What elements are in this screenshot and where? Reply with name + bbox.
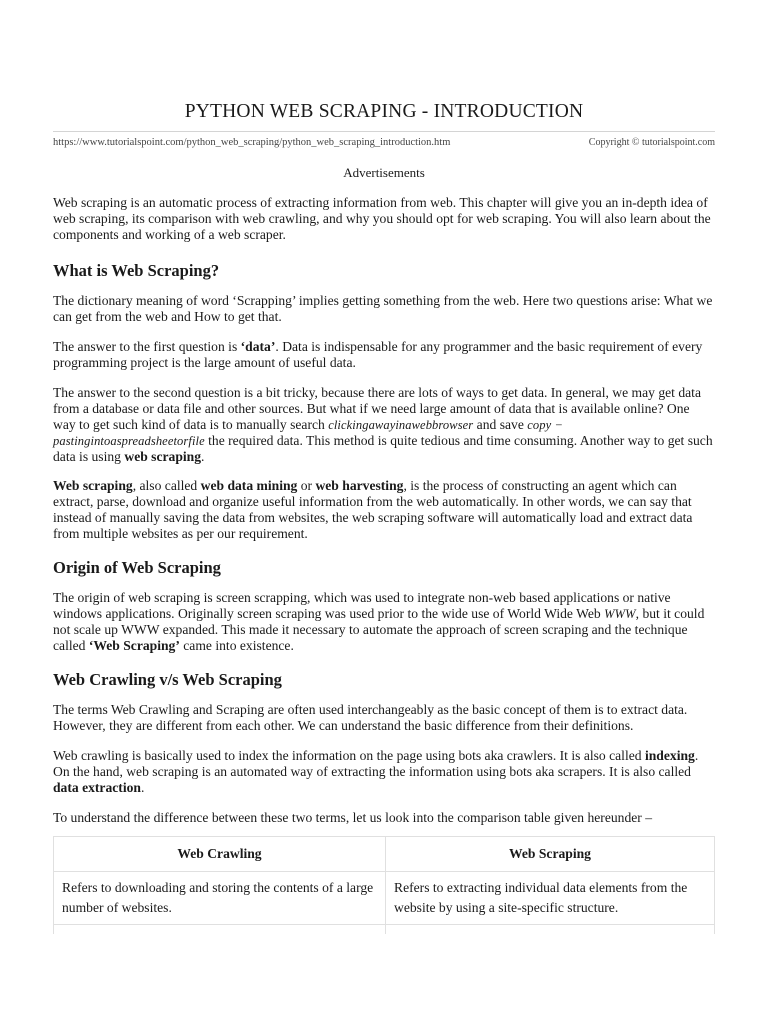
- heading-web-crawling-vs-scraping: Web Crawling v/s Web Scraping: [53, 670, 282, 689]
- source-url[interactable]: https://www.tutorialspoint.com/python_web_scraping/python_web_scraping_introduction.htm: [53, 137, 451, 148]
- crawl-paragraph-3: To understand the difference between these two terms, let us look into the comparison table given hereunder –: [53, 810, 653, 825]
- heading-what-is-web-scraping: What is Web Scraping?: [53, 261, 220, 280]
- what-is-paragraph-3: The answer to the second question is a bit tricky, because there are lots of ways to get data. In general, we may get data from a database or data file and other sources. But what if we need large amount of data that is available online? One way to get such kind of data is to manually search clickingawayinawebbrowser and save copy − pastingintoaspreadsheetorfile the required data. This method is quite tedious and time consuming. Another way to get such data is using web scraping.: [53, 385, 713, 464]
- comparison-table: [53, 836, 715, 934]
- what-is-paragraph-1: The dictionary meaning of word ‘Scrapping’ implies getting something from the web. Here two questions arise: What we can get from the web and How to get that.: [53, 293, 713, 324]
- table-header-cell: Web Crawling: [54, 837, 386, 872]
- comparison-table-wrapper: [53, 836, 717, 934]
- what-is-paragraph-4: Web scraping, also called web data mining or web harvesting, is the process of constructing an agent which can extract, parse, download and organize useful information from the web automatically. In other words, we can say that instead of manually saving the data from websites, the web scraping software will automatically load and extract data from multiple websites as per our requirement.: [53, 478, 693, 541]
- table-row: [54, 872, 715, 925]
- crawl-paragraph-1: The terms Web Crawling and Scraping are often used interchangeably as the basic concept of them is to extract data. However, they are different from each other. We can understand the basic difference from their definitions.: [53, 702, 688, 733]
- table-cell: Refers to extracting individual data elements from the website by using a site-specific structure.: [386, 872, 715, 925]
- origin-paragraph: The origin of web scraping is screen scrapping, which was used to integrate non-web based applications or native windows applications. Originally screen scraping was used prior to the wide use of World Wide Web WWW, but it could not scale up WWW expanded. This made it necessary to automate the approach of screen scraping and the technique called ‘Web Scraping’ came into existence.: [53, 590, 705, 653]
- table-row: [54, 925, 715, 935]
- intro-paragraph: Web scraping is an automatic process of extracting information from web. This chapter will give you an in-depth idea of web scraping, its comparison with web crawling, and why you should opt for web scraping. You will also learn about the components and working of a web scraper.: [53, 195, 711, 242]
- page-title: PYTHON WEB SCRAPING - INTRODUCTION: [184, 101, 584, 122]
- copyright-notice: Copyright © tutorialspoint.com: [588, 137, 715, 148]
- table-header-row: [54, 837, 715, 872]
- heading-origin-of-web-scraping: Origin of Web Scraping: [53, 558, 221, 577]
- advertisements-label: Advertisements: [343, 165, 425, 180]
- table-cell: [54, 925, 386, 935]
- inline-math: copy − pastingintoaspreadsheetorfile: [53, 418, 564, 448]
- inline-math: clickingawayinawebbrowser: [328, 418, 474, 432]
- inline-math: WWW: [604, 607, 636, 621]
- what-is-paragraph-2: The answer to the first question is ‘data’. Data is indispensable for any programmer and the basic requirement of every programming project is the large amount of useful data.: [53, 339, 703, 370]
- table-cell: Refers to downloading and storing the contents of a large number of websites.: [54, 872, 386, 925]
- table-header-cell: Web Scraping: [386, 837, 715, 872]
- source-bar: [53, 131, 715, 148]
- crawl-paragraph-2: Web crawling is basically used to index the information on the page using bots aka crawlers. It is also called indexing. On the hand, web scraping is an automated way of extracting the information using bots aka scrapers. It is also called data extraction.: [53, 748, 699, 795]
- table-cell: [386, 925, 715, 935]
